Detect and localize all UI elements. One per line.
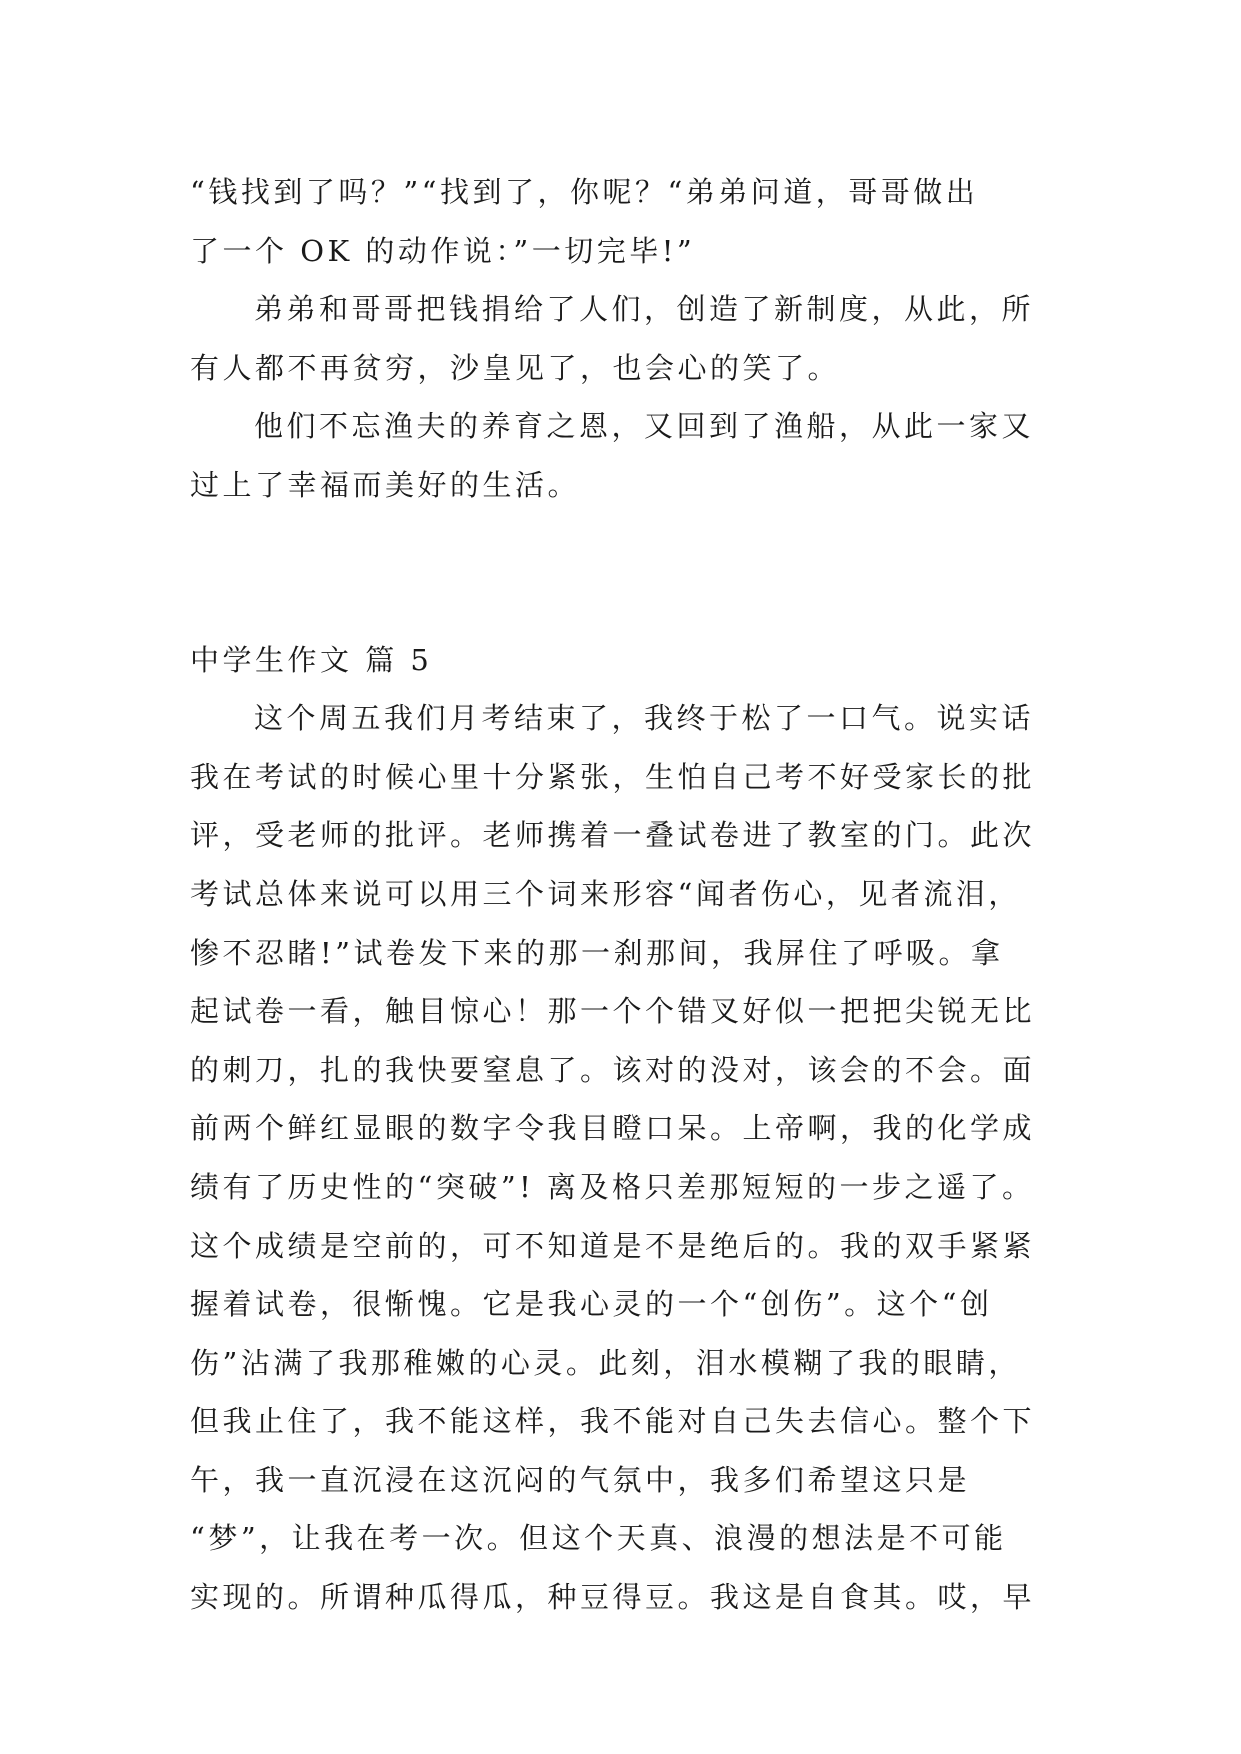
text-line: 前两个鲜红显眼的数字令我目瞪口呆。上帝啊，我的化学成 [190, 1111, 1036, 1146]
text-line: 但我止住了，我不能这样，我不能对自己失去信心。整个下 [190, 1404, 1036, 1439]
text-line: 过上了幸福而美好的生活。 [190, 467, 581, 502]
text-line: 握着试卷，很惭愧。它是我心灵的一个“创伤”。这个“创 [190, 1287, 993, 1322]
text-line: 起试卷一看，触目惊心！那一个个错叉好似一把把尖锐无比 [190, 994, 1036, 1029]
text-line: 这个成绩是空前的，可不知道是不是绝后的。我的双手紧紧 [190, 1228, 1036, 1263]
paragraph-group-1 [190, 163, 1060, 515]
paragraph-group-2 [190, 689, 1060, 1627]
text-line: 我在考试的时候心里十分紧张，生怕自己考不好受家长的批 [190, 759, 1036, 794]
section-gap [190, 515, 1060, 631]
text-line: 他们不忘渔夫的养育之恩，又回到了渔船，从此一家又 [254, 409, 1035, 444]
text-line: 绩有了历史性的“突破”! 离及格只差那短短的一步之遥了。 [190, 1169, 1035, 1204]
text-line: 了一个 OK 的动作说：”一切完毕!” [190, 233, 696, 268]
section-title: 中学生作文 篇 5 [190, 642, 433, 677]
text-line: “梦”，让我在考一次。但这个天真、浪漫的想法是不可能 [190, 1521, 1007, 1556]
text-line: 有人都不再贫穷，沙皇见了，也会心的笑了。 [190, 350, 841, 385]
text-line: 实现的。所谓种瓜得瓜，种豆得豆。我这是自食其。哎，早 [190, 1580, 1036, 1615]
text-line: 这个周五我们月考结束了，我终于松了一口气。说实话 [254, 701, 1035, 736]
text-line: 的刺刀，扎的我快要窒息了。该对的没对，该会的不会。面 [190, 1052, 1036, 1087]
text-line: 午，我一直沉浸在这沉闷的气氛中，我多们希望这只是 [190, 1462, 971, 1497]
text-line: 伤”沾满了我那稚嫩的心灵。此刻，泪水模糊了我的眼睛， [190, 1345, 1021, 1380]
document-body [190, 163, 1060, 1627]
text-line: 惨不忍睹!”试卷发下来的那一刹那间，我屏住了呼吸。拿 [190, 935, 1004, 970]
text-line: 弟弟和哥哥把钱捐给了人们，创造了新制度，从此，所 [254, 292, 1035, 327]
text-line: 评，受老师的批评。老师携着一叠试卷进了教室的门。此次 [190, 818, 1036, 853]
text-line: “钱找到了吗？”“找到了，你呢？“弟弟问道，哥哥做出 [190, 175, 979, 209]
text-line: 考试总体来说可以用三个词来形容“闻者伤心，见者流泪， [190, 876, 1021, 911]
